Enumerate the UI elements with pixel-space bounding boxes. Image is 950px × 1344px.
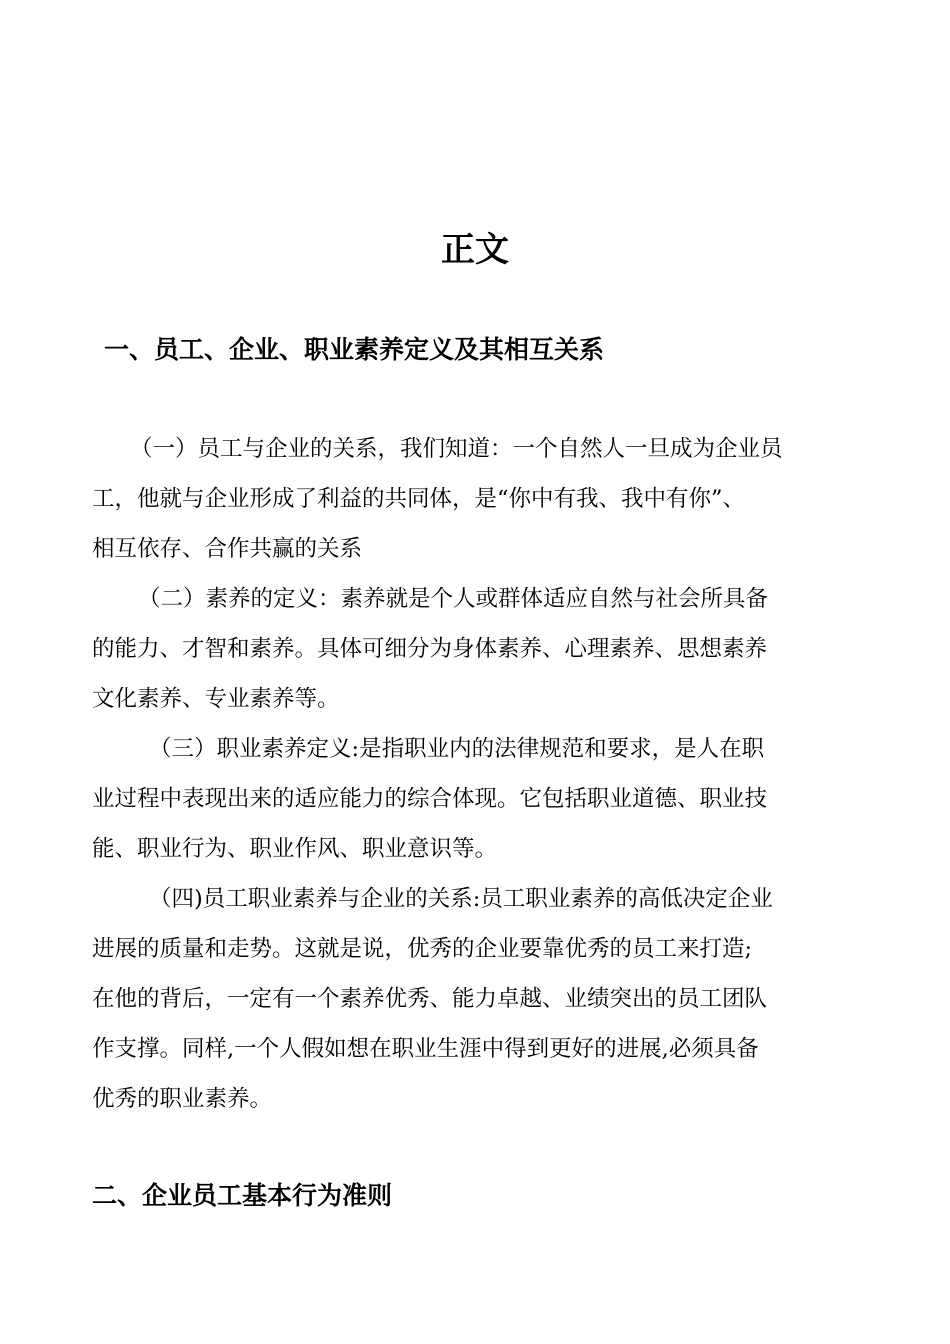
paragraph-1-line-1: （一）员工与企业的关系，我们知道：一个自然人一旦成为企业员 xyxy=(130,436,783,462)
paragraph-2-line-2: 的能力、才智和素养。具体可细分为身体素养、心理素养、思想素养 xyxy=(92,636,768,662)
paragraph-2-line-3: 文化素养、专业素养等。 xyxy=(92,686,340,712)
paragraph-1-line-2: 工，他就与企业形成了利益的共同体，是“你中有我、我中有你”、 xyxy=(92,486,746,512)
paragraph-1-line-3: 相互依存、合作共赢的关系 xyxy=(92,536,363,562)
paragraph-4-line-1: （四)员工职业素养与企业的关系:员工职业素养的高低决定企业 xyxy=(149,886,773,912)
section-heading-1: 一、员工、企业、职业素养定义及其相互关系 xyxy=(104,335,605,364)
paragraph-3-line-3: 能、职业行为、职业作风、职业意识等。 xyxy=(92,836,498,862)
paragraph-3-line-1: （三）职业素养定义:是指职业内的法律规范和要求，是人在职 xyxy=(149,736,765,762)
paragraph-3-line-2: 业过程中表现出来的适应能力的综合体现。它包括职业道德、职业技 xyxy=(92,786,768,812)
section-heading-2: 二、企业员工基本行为准则 xyxy=(92,1181,393,1210)
paragraph-4-line-4: 作支撑。同样,一个人假如想在职业生涯中得到更好的进展,必须具备 xyxy=(92,1036,759,1062)
document-title: 正文 xyxy=(441,230,509,270)
paragraph-2-line-1: （二）素养的定义：素养就是个人或群体适应自然与社会所具备 xyxy=(138,586,769,612)
paragraph-4-line-3: 在他的背后，一定有一个素养优秀、能力卓越、业绩突出的员工团队 xyxy=(92,986,768,1012)
paragraph-4-line-2: 进展的质量和走势。这就是说，优秀的企业要靠优秀的员工来打造; xyxy=(92,936,753,962)
paragraph-4-line-5: 优秀的职业素养。 xyxy=(92,1086,273,1112)
